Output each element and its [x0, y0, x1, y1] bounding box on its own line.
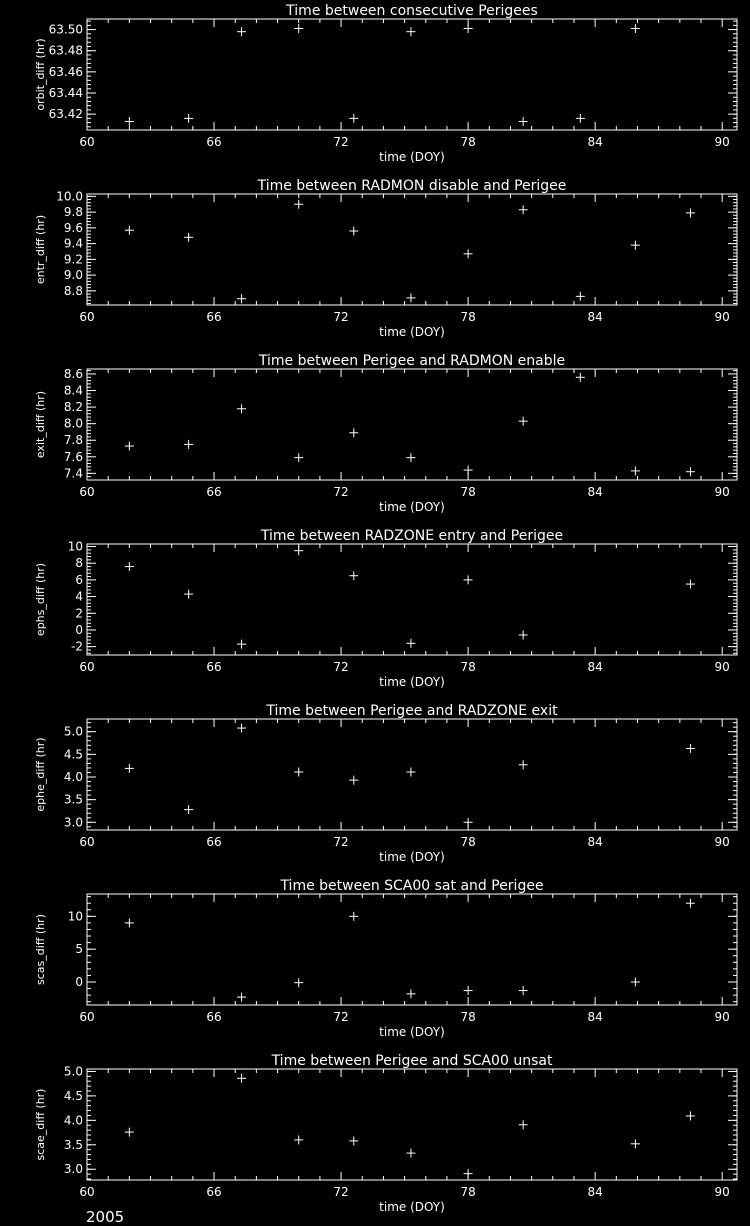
x-tick-label: 66 [206, 1185, 222, 1199]
data-point [349, 776, 358, 785]
x-tick-label: 60 [79, 485, 95, 499]
data-point [237, 294, 246, 303]
x-tick-label: 78 [460, 1010, 476, 1024]
data-point [237, 1074, 246, 1083]
data-point [349, 227, 358, 236]
data-point [294, 200, 303, 209]
data-point [519, 117, 528, 126]
y-tick-label: 3.5 [63, 792, 83, 807]
y-axis-label: ephs_diff (hr) [34, 562, 47, 637]
data-point [464, 249, 473, 258]
x-tick-label: 90 [714, 135, 730, 149]
data-point [237, 27, 246, 36]
data-point [686, 467, 695, 476]
x-tick-label: 78 [460, 310, 476, 324]
y-tick-label: 4.0 [63, 1113, 83, 1128]
x-tick-label: 66 [206, 1010, 222, 1024]
plot-title: Time between consecutive Perigees [286, 3, 538, 19]
y-tick-label: 7.8 [63, 433, 83, 448]
x-axis-label: time (DOY) [379, 150, 445, 164]
data-point [576, 373, 585, 382]
y-tick-label: 4.5 [63, 747, 83, 762]
y-tick-label: 9.6 [63, 220, 83, 235]
plot-title: Time between Perigee and RADMON enable [258, 353, 566, 369]
data-point [349, 114, 358, 123]
data-point [631, 466, 640, 475]
plot-title: Time between Perigee and RADZONE exit [266, 703, 558, 719]
x-tick-label: 78 [460, 1185, 476, 1199]
y-tick-label: 63.48 [48, 43, 83, 58]
x-tick-label: 90 [714, 310, 730, 324]
plot-frame [87, 369, 737, 480]
data-point [464, 575, 473, 584]
data-point [406, 453, 415, 462]
data-point [406, 989, 415, 998]
data-point [349, 428, 358, 437]
data-point [686, 580, 695, 589]
x-axis-label: time (DOY) [379, 1025, 445, 1039]
x-tick-label: 90 [714, 1185, 730, 1199]
y-tick-label: 3.0 [63, 1162, 83, 1177]
y-tick-label: 4.5 [63, 1088, 83, 1103]
x-tick-label: 60 [79, 135, 95, 149]
x-tick-label: 72 [333, 1010, 349, 1024]
x-axis-label: time (DOY) [379, 1200, 445, 1214]
plot-frame [87, 719, 737, 830]
data-point [237, 993, 246, 1002]
x-tick-label: 84 [587, 1185, 603, 1199]
y-tick-label: 63.46 [48, 64, 83, 79]
x-tick-label: 84 [587, 310, 603, 324]
panel-7 [34, 1053, 737, 1214]
y-axis-label: exit_diff (hr) [34, 390, 47, 459]
x-tick-label: 72 [333, 310, 349, 324]
x-tick-label: 72 [333, 660, 349, 674]
y-tick-label: 3.5 [63, 1137, 83, 1152]
data-point [406, 1149, 415, 1158]
y-tick-label: 9.8 [63, 205, 83, 220]
x-tick-label: 66 [206, 310, 222, 324]
y-tick-label: 8.4 [63, 383, 83, 398]
data-point [519, 417, 528, 426]
plot-title: Time between SCA00 sat and Perigee [280, 878, 544, 894]
y-tick-label: 5.0 [63, 1064, 83, 1079]
data-point [125, 442, 134, 451]
data-point [464, 24, 473, 33]
data-point [184, 233, 193, 242]
x-tick-label: 90 [714, 660, 730, 674]
data-point [125, 918, 134, 927]
x-tick-label: 66 [206, 660, 222, 674]
data-point [184, 114, 193, 123]
y-tick-label: 10 [67, 539, 83, 554]
y-tick-label: 7.6 [63, 449, 83, 464]
y-tick-label: 9.0 [63, 268, 83, 283]
x-tick-label: 90 [714, 1010, 730, 1024]
x-tick-label: 72 [333, 835, 349, 849]
data-point [349, 571, 358, 580]
panel-2 [34, 178, 737, 339]
data-point [686, 899, 695, 908]
data-point [519, 630, 528, 639]
x-tick-label: 60 [79, 1185, 95, 1199]
y-tick-label: 10.0 [56, 189, 83, 204]
data-point [519, 986, 528, 995]
data-point [464, 466, 473, 475]
y-axis-label: ephe_diff (hr) [34, 737, 47, 812]
y-tick-label: 5 [75, 942, 83, 957]
data-point [406, 293, 415, 302]
data-point [237, 404, 246, 413]
y-tick-label: 9.4 [63, 236, 83, 251]
y-tick-label: 8.8 [63, 283, 83, 298]
data-point [406, 639, 415, 648]
data-point [125, 1128, 134, 1137]
y-tick-label: 7.4 [63, 466, 83, 481]
data-point [464, 1169, 473, 1178]
data-point [294, 453, 303, 462]
x-tick-label: 78 [460, 485, 476, 499]
y-axis-label: scae_diff (hr) [34, 1088, 47, 1161]
x-tick-label: 66 [206, 835, 222, 849]
data-point [184, 590, 193, 599]
data-point [184, 440, 193, 449]
y-tick-label: 6 [75, 572, 83, 587]
data-point [631, 978, 640, 987]
data-point [125, 226, 134, 235]
data-point [237, 724, 246, 733]
x-axis-label: time (DOY) [379, 675, 445, 689]
x-tick-label: 84 [587, 660, 603, 674]
data-point [519, 1120, 528, 1129]
data-point [631, 1139, 640, 1148]
x-tick-label: 90 [714, 485, 730, 499]
data-point [686, 1111, 695, 1120]
plot-frame [87, 194, 737, 305]
x-tick-label: 84 [587, 135, 603, 149]
data-point [576, 292, 585, 301]
x-tick-label: 66 [206, 485, 222, 499]
y-tick-label: 63.44 [48, 86, 83, 100]
plot-title: Time between RADZONE entry and Perigee [260, 528, 564, 544]
y-tick-label: 63.42 [48, 107, 83, 122]
y-axis-label: orbit_diff (hr) [34, 38, 47, 111]
panel-3 [34, 353, 737, 514]
y-tick-label: 3.0 [63, 815, 83, 830]
plot-frame [87, 894, 737, 1005]
x-tick-label: 72 [333, 1185, 349, 1199]
data-point [631, 24, 640, 33]
data-point [349, 1136, 358, 1145]
x-tick-label: 84 [587, 835, 603, 849]
data-point [184, 805, 193, 814]
x-tick-label: 78 [460, 135, 476, 149]
plot-title: Time between Perigee and SCA00 unsat [271, 1053, 553, 1069]
x-tick-label: 66 [206, 135, 222, 149]
x-tick-label: 60 [79, 1010, 95, 1024]
y-tick-label: 8.2 [63, 400, 83, 415]
y-tick-label: 9.2 [63, 252, 83, 267]
data-point [519, 205, 528, 214]
x-tick-label: 84 [587, 1010, 603, 1024]
y-tick-label: 10 [67, 909, 83, 924]
y-tick-label: 8.6 [63, 366, 83, 381]
data-point [686, 208, 695, 217]
y-tick-label: 4.0 [63, 769, 83, 784]
data-point [519, 760, 528, 769]
data-point [294, 1135, 303, 1144]
data-point [125, 562, 134, 571]
panel-1 [34, 3, 737, 164]
y-tick-label: 0 [75, 975, 83, 990]
data-point [294, 768, 303, 777]
x-tick-label: 78 [460, 835, 476, 849]
x-tick-label: 72 [333, 485, 349, 499]
y-tick-label: 4 [75, 589, 83, 604]
panel-4 [34, 528, 737, 689]
y-tick-label: 63.50 [48, 22, 83, 37]
plot-title: Time between RADMON disable and Perigee [257, 178, 567, 194]
x-tick-label: 72 [333, 135, 349, 149]
panel-5 [34, 703, 737, 864]
x-tick-label: 78 [460, 660, 476, 674]
plot-frame [87, 544, 737, 655]
data-point [406, 27, 415, 36]
data-point [349, 912, 358, 921]
data-point [464, 818, 473, 827]
data-point [686, 744, 695, 753]
data-point [631, 241, 640, 250]
x-tick-label: 90 [714, 835, 730, 849]
data-point [294, 546, 303, 555]
y-axis-label: entr_diff (hr) [34, 214, 47, 285]
data-point [464, 986, 473, 995]
data-point [125, 764, 134, 773]
x-axis-label: time (DOY) [379, 850, 445, 864]
data-point [125, 117, 134, 126]
y-axis-label: scas_diff (hr) [34, 914, 47, 985]
data-point [294, 24, 303, 33]
y-tick-label: 8.0 [63, 416, 83, 431]
y-tick-label: 5.0 [63, 724, 83, 739]
data-point [294, 978, 303, 987]
x-axis-label: time (DOY) [379, 500, 445, 514]
x-axis-label: time (DOY) [379, 325, 445, 339]
x-tick-label: 60 [79, 660, 95, 674]
y-tick-label: 8 [75, 556, 83, 571]
plot-frame [87, 19, 737, 130]
data-point [576, 114, 585, 123]
x-tick-label: 60 [79, 310, 95, 324]
y-tick-label: 2 [75, 606, 83, 621]
x-tick-label: 84 [587, 485, 603, 499]
year-label: 2005 [86, 1208, 125, 1226]
plot-frame [87, 1069, 737, 1180]
data-point [237, 640, 246, 649]
data-point [406, 768, 415, 777]
y-tick-label: 0 [75, 622, 83, 637]
y-tick-label: -2 [71, 639, 83, 654]
panel-6 [34, 878, 737, 1039]
x-tick-label: 60 [79, 835, 95, 849]
